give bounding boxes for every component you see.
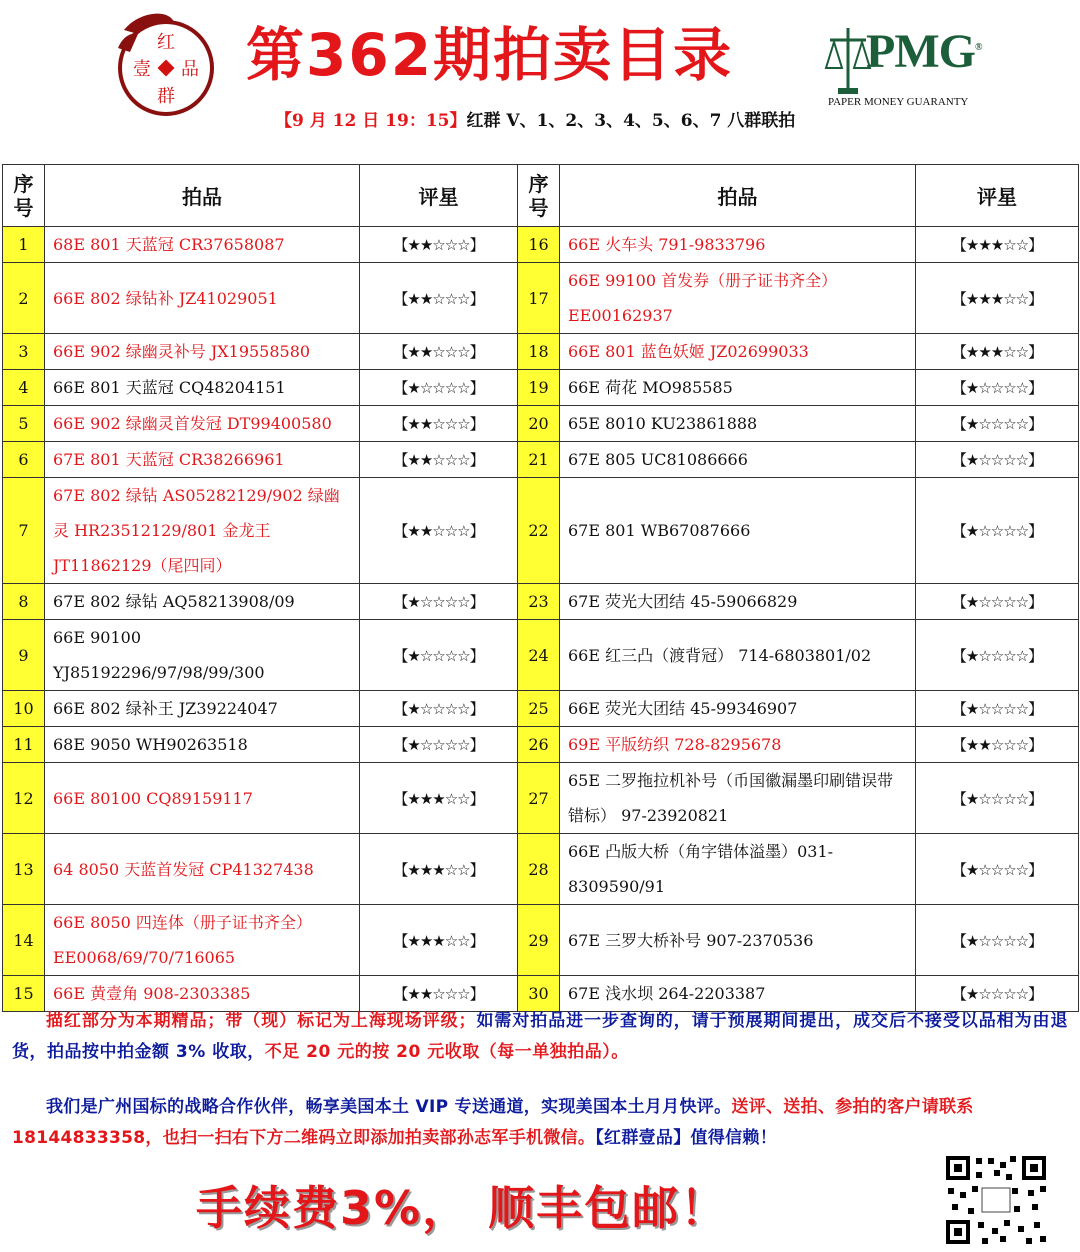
lot-number: 8 <box>3 584 45 620</box>
lot-rating: 【★☆☆☆☆】 <box>916 620 1079 691</box>
table-row <box>3 834 1079 905</box>
auction-catalog-table <box>2 164 1079 1012</box>
lot-rating: 【★☆☆☆☆】 <box>916 834 1079 905</box>
lot-number: 26 <box>518 727 560 763</box>
notes-terms-text: 如需对拍品进一步查询的，请于预展期间提出，成交后不接受以品相为由退货，拍品按中拍金额 3% 收取， <box>12 1011 1068 1062</box>
auction-groups: 红群 V、1、2、3、4、5、6、7 八群联拍 <box>466 111 796 131</box>
lot-number: 10 <box>3 691 45 727</box>
header-num-left: 序 号 <box>3 165 45 227</box>
lot-rating: 【★☆☆☆☆】 <box>916 905 1079 976</box>
pmg-subtitle: PAPER MONEY GUARANTY <box>828 96 969 108</box>
lot-description: 66E 801 蓝色妖姬 JZ02699033 <box>560 334 916 370</box>
lot-number: 12 <box>3 763 45 834</box>
lot-rating: 【★☆☆☆☆】 <box>916 976 1079 1012</box>
lot-number: 22 <box>518 478 560 584</box>
lot-number: 6 <box>3 442 45 478</box>
lot-number: 27 <box>518 763 560 834</box>
lot-number: 13 <box>3 834 45 905</box>
lot-rating: 【★★★☆☆】 <box>916 263 1079 334</box>
table-row <box>3 334 1079 370</box>
notes-partner <box>12 1092 1068 1154</box>
table-row <box>3 442 1079 478</box>
svg-text:品: 品 <box>181 59 199 80</box>
lot-description: 67E 浅水坝 264-2203387 <box>560 976 916 1012</box>
lot-number: 15 <box>3 976 45 1012</box>
svg-text:群: 群 <box>157 86 175 107</box>
lot-description: 66E 8050 四连体（册子证书齐全）EE0068/69/70/716065 <box>45 905 360 976</box>
lot-rating: 【★☆☆☆☆】 <box>916 584 1079 620</box>
lot-rating: 【★☆☆☆☆】 <box>916 763 1079 834</box>
lot-rating: 【★☆☆☆☆】 <box>916 442 1079 478</box>
lot-description: 66E 802 绿钻补 JZ41029051 <box>45 263 360 334</box>
header-num-right: 序 号 <box>518 165 560 227</box>
notes-highlight: 描红部分为本期精品；带（现）标记为上海现场评级； <box>46 1011 477 1031</box>
page-title: 第362期拍卖目录 <box>246 21 734 89</box>
lot-number: 11 <box>3 727 45 763</box>
lot-rating: 【★★★☆☆】 <box>360 763 518 834</box>
lot-description: 66E 90100 YJ85192296/97/98/99/300 <box>45 620 360 691</box>
lot-rating: 【★★☆☆☆】 <box>360 442 518 478</box>
notes-min-fee: 不足 20 元的按 20 元收取（每一单独拍品）。 <box>264 1042 629 1062</box>
lot-number: 7 <box>3 478 45 584</box>
lot-number: 29 <box>518 905 560 976</box>
table-row <box>3 727 1079 763</box>
lot-number: 2 <box>3 263 45 334</box>
lot-description: 66E 红三凸（渡背冠） 714-6803801/02 <box>560 620 916 691</box>
lot-description: 66E 802 绿补王 JZ39224047 <box>45 691 360 727</box>
notes-partner-text: 我们是广州国标的战略合作伙伴，畅享美国本土 VIP 专送通道，实现美国本土月月快评。 <box>46 1097 732 1117</box>
header-item-left: 拍品 <box>45 165 360 227</box>
lot-rating: 【★★★☆☆】 <box>916 334 1079 370</box>
lot-description: 67E 805 UC81086666 <box>560 442 916 478</box>
notes-trust: 【红群壹品】值得信赖！ <box>595 1128 778 1148</box>
lot-number: 21 <box>518 442 560 478</box>
lot-rating: 【★★★☆☆】 <box>360 905 518 976</box>
table-row <box>3 620 1079 691</box>
lot-number: 28 <box>518 834 560 905</box>
lot-rating: 【★☆☆☆☆】 <box>916 478 1079 584</box>
lot-rating: 【★☆☆☆☆】 <box>916 406 1079 442</box>
lot-description: 66E 黄壹角 908-2303385 <box>45 976 360 1012</box>
lot-rating: 【★★☆☆☆】 <box>360 478 518 584</box>
notes-section <box>12 1006 1068 1154</box>
lot-description: 66E 凸版大桥（角字错体溢墨）031-8309590/91 <box>560 834 916 905</box>
lot-description: 65E 二罗拖拉机补号（币国徽漏墨印刷错误带错标） 97-23920821 <box>560 763 916 834</box>
lot-description: 66E 荷花 MO985585 <box>560 370 916 406</box>
lot-number: 17 <box>518 263 560 334</box>
pmg-logo: PMG® <box>866 25 982 78</box>
page-header <box>0 0 1080 160</box>
lot-description: 67E 801 天蓝冠 CR38266961 <box>45 442 360 478</box>
lot-description: 67E 荧光大团结 45-59066829 <box>560 584 916 620</box>
lot-number: 9 <box>3 620 45 691</box>
notes-terms <box>12 1006 1068 1068</box>
lot-description: 65E 8010 KU23861888 <box>560 406 916 442</box>
red-group-logo <box>108 8 220 120</box>
lot-number: 24 <box>518 620 560 691</box>
lot-description: 66E 902 绿幽灵补号 JX19558580 <box>45 334 360 370</box>
auction-date: 【9 月 12 日 19：15】 <box>275 111 467 131</box>
lot-number: 30 <box>518 976 560 1012</box>
lot-number: 18 <box>518 334 560 370</box>
lot-description: 66E 荧光大团结 45-99346907 <box>560 691 916 727</box>
lot-number: 14 <box>3 905 45 976</box>
lot-description: 66E 801 天蓝冠 CQ48204151 <box>45 370 360 406</box>
lot-rating: 【★★☆☆☆】 <box>360 263 518 334</box>
table-row <box>3 691 1079 727</box>
header-rating-right: 评星 <box>916 165 1079 227</box>
lot-description: 66E 99100 首发券（册子证书齐全）EE00162937 <box>560 263 916 334</box>
lot-number: 3 <box>3 334 45 370</box>
lot-number: 25 <box>518 691 560 727</box>
auction-schedule <box>275 106 795 131</box>
lot-rating: 【★☆☆☆☆】 <box>916 691 1079 727</box>
lot-rating: 【★★☆☆☆】 <box>360 227 518 263</box>
lot-number: 20 <box>518 406 560 442</box>
lot-rating: 【★☆☆☆☆】 <box>360 584 518 620</box>
lot-number: 16 <box>518 227 560 263</box>
notes-contact: 送评、送拍、参拍的客户请联系 18144833358，也扫一扫右下方二维码立即添加拍卖部孙志军手机微信。 <box>12 1097 974 1148</box>
lot-description: 67E 802 绿钻 AS05282129/902 绿幽灵 HR23512129/801 金龙王 JT11862129（尾四同） <box>45 478 360 584</box>
lot-description: 67E 802 绿钻 AQ58213908/09 <box>45 584 360 620</box>
lot-description: 67E 801 WB67087666 <box>560 478 916 584</box>
table-row <box>3 584 1079 620</box>
table-row <box>3 478 1079 584</box>
table-row <box>3 370 1079 406</box>
lot-description: 64 8050 天蓝首发冠 CP41327438 <box>45 834 360 905</box>
lot-description: 66E 902 绿幽灵首发冠 DT99400580 <box>45 406 360 442</box>
table-row <box>3 406 1079 442</box>
lot-description: 68E 801 天蓝冠 CR37658087 <box>45 227 360 263</box>
lot-rating: 【★★☆☆☆】 <box>360 406 518 442</box>
lot-rating: 【★☆☆☆☆】 <box>360 727 518 763</box>
lot-description: 68E 9050 WH90263518 <box>45 727 360 763</box>
fee-banner: 手续费3%， 顺丰包邮！ <box>196 1181 729 1235</box>
lot-number: 4 <box>3 370 45 406</box>
lot-rating: 【★☆☆☆☆】 <box>360 691 518 727</box>
svg-text:红: 红 <box>157 32 175 53</box>
lot-rating: 【★☆☆☆☆】 <box>916 370 1079 406</box>
header-item-right: 拍品 <box>560 165 916 227</box>
lot-description: 69E 平版纺织 728-8295678 <box>560 727 916 763</box>
lot-rating: 【★★☆☆☆】 <box>360 334 518 370</box>
lot-number: 5 <box>3 406 45 442</box>
lot-rating: 【★☆☆☆☆】 <box>360 370 518 406</box>
header-rating-left: 评星 <box>360 165 518 227</box>
svg-text:壹: 壹 <box>133 59 151 80</box>
lot-description: 66E 80100 CQ89159117 <box>45 763 360 834</box>
table-row <box>3 905 1079 976</box>
lot-rating: 【★★☆☆☆】 <box>360 976 518 1012</box>
lot-description: 67E 三罗大桥补号 907-2370536 <box>560 905 916 976</box>
lot-rating: 【★★☆☆☆】 <box>916 727 1079 763</box>
table-row <box>3 763 1079 834</box>
table-row <box>3 227 1079 263</box>
table-header-row <box>3 165 1079 227</box>
lot-rating: 【★☆☆☆☆】 <box>360 620 518 691</box>
lot-number: 1 <box>3 227 45 263</box>
lot-description: 66E 火车头 791-9833796 <box>560 227 916 263</box>
lot-rating: 【★★★☆☆】 <box>360 834 518 905</box>
table-row <box>3 263 1079 334</box>
wechat-qr-code[interactable] <box>942 1152 1050 1248</box>
lot-rating: 【★★★☆☆】 <box>916 227 1079 263</box>
lot-number: 23 <box>518 584 560 620</box>
lot-number: 19 <box>518 370 560 406</box>
